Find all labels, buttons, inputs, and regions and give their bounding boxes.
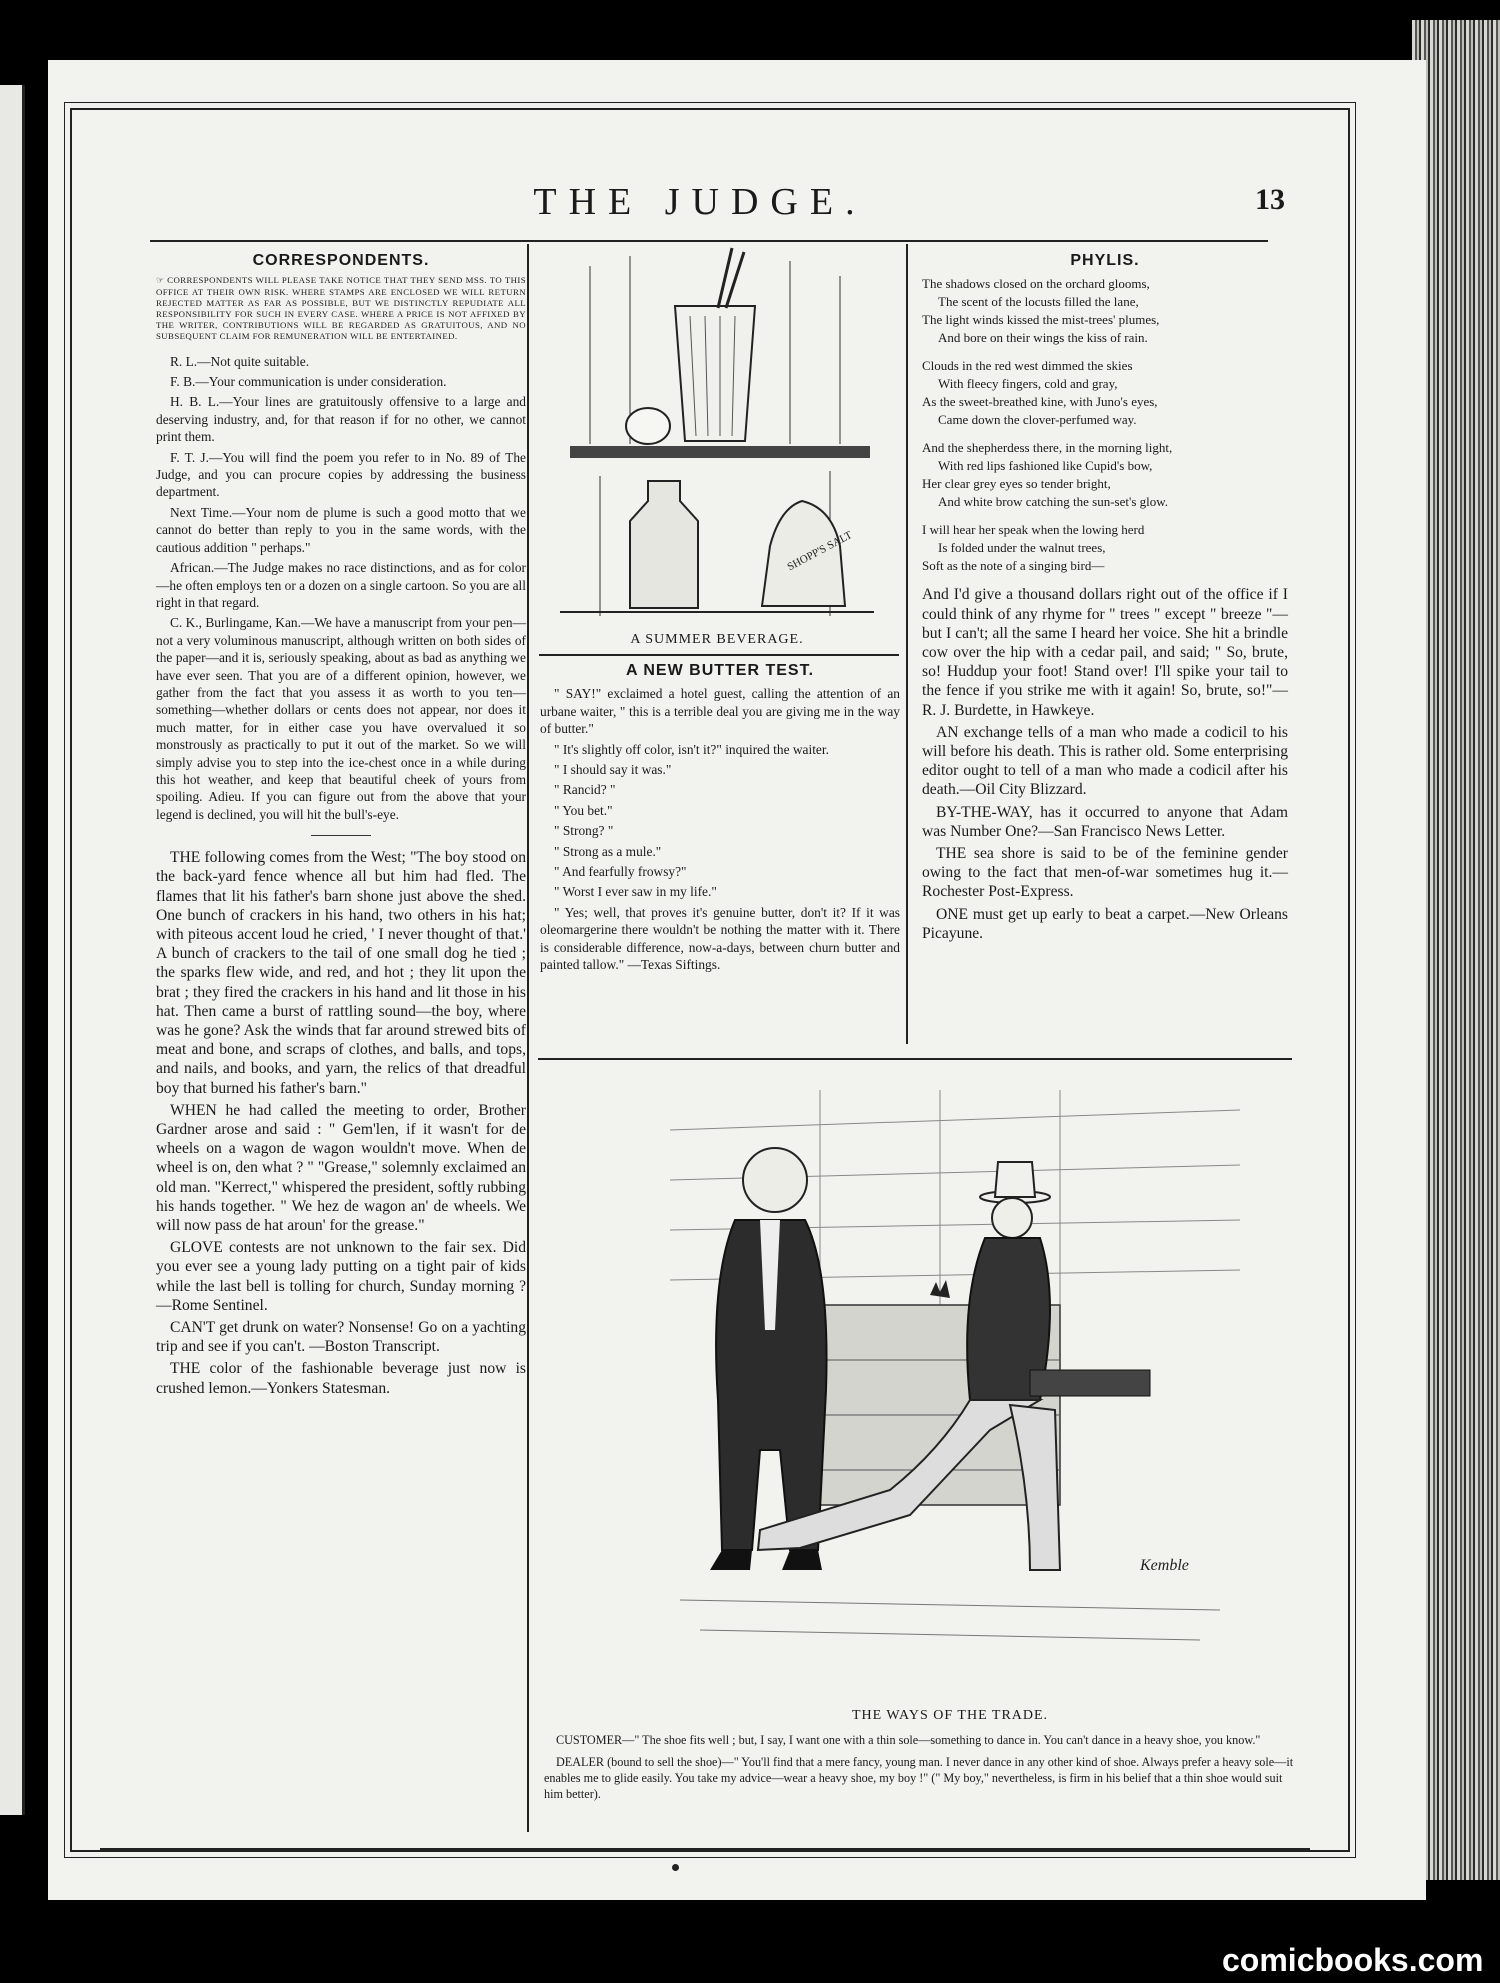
previous-page-edge xyxy=(0,85,25,1815)
butter-line: " Rancid? " xyxy=(554,782,616,798)
poem-stanza: Clouds in the red west dimmed the skies With fleecy fingers, cold and gray, As the sweet-breathed kine, with Juno's eyes, Came down the clover-perfumed way. xyxy=(922,358,1158,428)
item-carpet: ONE must get up early to beat a carpet.—New Orleans Picayune. xyxy=(922,905,1288,942)
reply: C. K., Burlingame, Kan.—We have a manuscript from your pen—not a very voluminous manuscript, although written on both sides of the paper—and it is, seriously speaking, about as bad as anything we have ever seen. That you are of a different opinion, however, we gather from the fact that you assess it as worth to you ten—something—whether dollars or cents does not appear, nor does it much matter, for in either case you have overvalued it so monstrously as practically to put it out of the market. So we will simply advise you to step into the ice-chest once in a while during this hot weather, and keep that beautiful cheek of yours from spoiling. Adieu. If you can figure out from the above that your legend is declined, you will hit the bull's-eye. xyxy=(156,615,526,822)
butter-line: " Yes; well, that proves it's genuine butter, don't it? If it was oleomargerine there wouldn't be nothing the matter with it. There is considerable difference, now-a-days, between churn butter and painted tallow." —Texas Siftings. xyxy=(540,904,900,973)
poem-stanza: The shadows closed on the orchard glooms, The scent of the locusts filled the lane, The light winds kissed the mist-trees' plumes, And bore on their wings the kiss of rain. xyxy=(922,276,1160,346)
trade-top-rule xyxy=(538,1058,1292,1060)
item-adam: BY-THE-WAY, has it occurred to anyone that Adam was Number One?—San Francisco News Letter. xyxy=(922,803,1288,840)
trade-dialogue xyxy=(544,1732,1296,1808)
left-column xyxy=(156,252,526,1401)
reply: F. T. J.—You will find the poem you refer to in No. 89 of The Judge, and you can procure copies by addressing the business department. xyxy=(156,449,526,500)
watermark: comicbooks.com xyxy=(1222,1942,1484,1978)
summer-beverage-illustration xyxy=(540,246,894,626)
page-number: 13 xyxy=(1255,183,1285,216)
butter-line: " You bet." xyxy=(554,802,613,818)
poem-stanza: I will hear her speak when the lowing herd Is folded under the walnut trees, Soft as the note of a singing bird— xyxy=(922,522,1145,574)
summer-beverage-caption: A SUMMER BEVERAGE. xyxy=(630,632,804,647)
butter-rule xyxy=(539,654,899,656)
item-west-boy: THE following comes from the West; "The boy stood on the back-yard fence whence all but him had fled. The flames that lit his father's barn shone just above the shed. One bunch of crackers in his hand, two others in his hat; with piteous accent loud he cried, ' I never thought of that.' A bunch of crackers to the tail of one small dog he tied ; the sparks flew wide, and red, and hot ; they lit upon the brat ; they fired the crackers in his hand and lit those in his hat. Then came a burst of rattling sound—the boy, where was he gone? Ask the winds that far around strewed bits of meat and bone, and scraps of clothes, and balls, and tops, and nails, and books, and yarn, the relics of that dreadful boy that burned his father's barn." xyxy=(156,849,526,1097)
masthead: THE JUDGE. xyxy=(533,181,867,223)
dealer-line: DEALER (bound to sell the shoe)—" You'll find that a mere fancy, young man. I never dance in any other kind of shoe. Always prefer a heavy sole—it enables me to glide easily. You take my advice—wear a heavy shoe, my boy !" (" My boy," nevertheless, is firm in his belief that a thin shoe would suit him better). xyxy=(544,1755,1294,1801)
item-codicil: AN exchange tells of a man who made a codicil to his will before his death. This is rather old. Some enterprising editor ought to tell of a man who made a codicil after his death.—Oil City Blizzard. xyxy=(922,723,1288,799)
reply: Next Time.—Your nom de plume is such a good motto that we cannot do better than reply to you in the same words, with the cautious addition " perhaps." xyxy=(156,504,526,555)
item-brother-gardner: WHEN he had called the meeting to order, Brother Gardner arose and said : " Gem'len, if it wasn't for de wheels on a wagon de wagon wouldn't move. When de wheel is on, den what ? " "Grease," solemnly exclaimed an old man. "Kerrect," whispered the president, softly rubbing his hands together. " We hez de wagon an' de wheels. We will now pass de hat aroun' for the grease." xyxy=(156,1101,526,1235)
correspondents-notice: ☞ CORRESPONDENTS WILL PLEASE TAKE NOTICE THAT THEY SEND MSS. TO THIS OFFICE AT THEIR OWN RISK. WHERE STAMPS ARE ENCLOSED WE WILL RETURN REJECTED MATTER AS FAR AS POSSIBLE, BUT WE DISTINCTLY REPUDIATE ALL RESPONSIBILITY FOR SUCH IN EVERY CASE. WHERE A PRICE IS NOT AFFIXED BY THE WRITER, CONTRIBUTIONS WILL BE REGARDED AS GRATUITOUS, AND NO SUBSEQUENT CLAIM FOR REMUNERATION WILL BE ENTERTAINED. xyxy=(156,275,526,342)
masthead-rule xyxy=(150,240,1268,242)
reply: F. B.—Your communication is under consideration. xyxy=(170,374,447,390)
column-rule-right xyxy=(906,244,908,1044)
butter-article xyxy=(540,662,900,977)
divider xyxy=(311,835,371,836)
butter-line: " Strong as a mule." xyxy=(554,843,662,859)
customer-line: CUSTOMER—" The shoe fits well ; but, I say, I want one with a thin sole—something to dance in. You can't dance in a heavy shoe, you know." xyxy=(556,1733,1261,1747)
butter-line: " Worst I ever saw in my life." xyxy=(554,884,717,900)
butter-line: " SAY!" exclaimed a hotel guest, calling the attention of an urbane waiter, " this is a terrible deal you are giving me in the way of butter." xyxy=(540,686,900,737)
reply: H. B. L.—Your lines are gratuitously offensive to a large and deserving industry, and, for that reason if for no other, we cannot print them. xyxy=(156,394,526,445)
phylis-title: PHYLIS. xyxy=(1070,252,1140,269)
bottom-rule xyxy=(100,1848,1310,1850)
item-crushed-lemon: THE color of the fashionable beverage just now is crushed lemon.—Yonkers Statesman. xyxy=(156,1360,526,1397)
right-column xyxy=(922,252,1288,946)
ways-of-trade-illustration xyxy=(640,1070,1260,1700)
page-dot xyxy=(672,1864,679,1871)
item-yachting: CAN'T get drunk on water? Nonsense! Go on a yachting trip and see if you can't. —Boston Transcript. xyxy=(156,1319,526,1356)
column-rule-left xyxy=(527,244,529,1832)
correspondents-title: CORRESPONDENTS. xyxy=(252,252,430,269)
butter-line: " I should say it was." xyxy=(554,762,672,778)
butter-title: A NEW BUTTER TEST. xyxy=(625,662,815,679)
artist-signature: Kemble xyxy=(1140,1557,1189,1574)
poem-stanza: And the shepherdess there, in the morning light, With red lips fashioned like Cupid's bow, Her clear grey eyes so tender bright, And white brow catching the sun-set's glow. xyxy=(922,440,1173,510)
item-sea-shore: THE sea shore is said to be of the feminine gender owing to the fact that men-of-war sometimes hug it.—Rochester Post-Express. xyxy=(922,845,1288,901)
reply: R. L.—Not quite suitable. xyxy=(170,353,310,369)
ways-of-trade-caption: THE WAYS OF THE TRADE. xyxy=(851,1708,1049,1723)
butter-line: " Strong? " xyxy=(554,823,614,839)
reply: African.—The Judge makes no race distinctions, and as for color—he often employs ten or a dozen on a single cartoon. So you are all right in that regard. xyxy=(156,560,526,610)
salt-bag-label: SHOPP'S SALT xyxy=(785,529,855,574)
butter-line: " It's slightly off color, isn't it?" inquired the waiter. xyxy=(554,741,829,757)
item-glove-contests: GLOVE contests are not unknown to the fair sex. Did you ever see a young lady putting on a tight pair of kids while the last bell is tolling for church, Sunday morning ? —Rome Sentinel. xyxy=(156,1239,526,1314)
butter-line: " And fearfully frowsy?" xyxy=(554,864,687,880)
phylis-prose: And I'd give a thousand dollars right out of the office if I could think of any rhyme for " trees " except " breeze "—but I can't; all the same I heard her voice. She hit a brindle cow over the hip with a cedar pail, and said; " So, brute, so! Huddup your foot! Stand over! I'll spike your tail to the fence if you strike me with it again! So, brute, so!"—R. J. Burdette, in Hawkeye. xyxy=(922,586,1288,719)
